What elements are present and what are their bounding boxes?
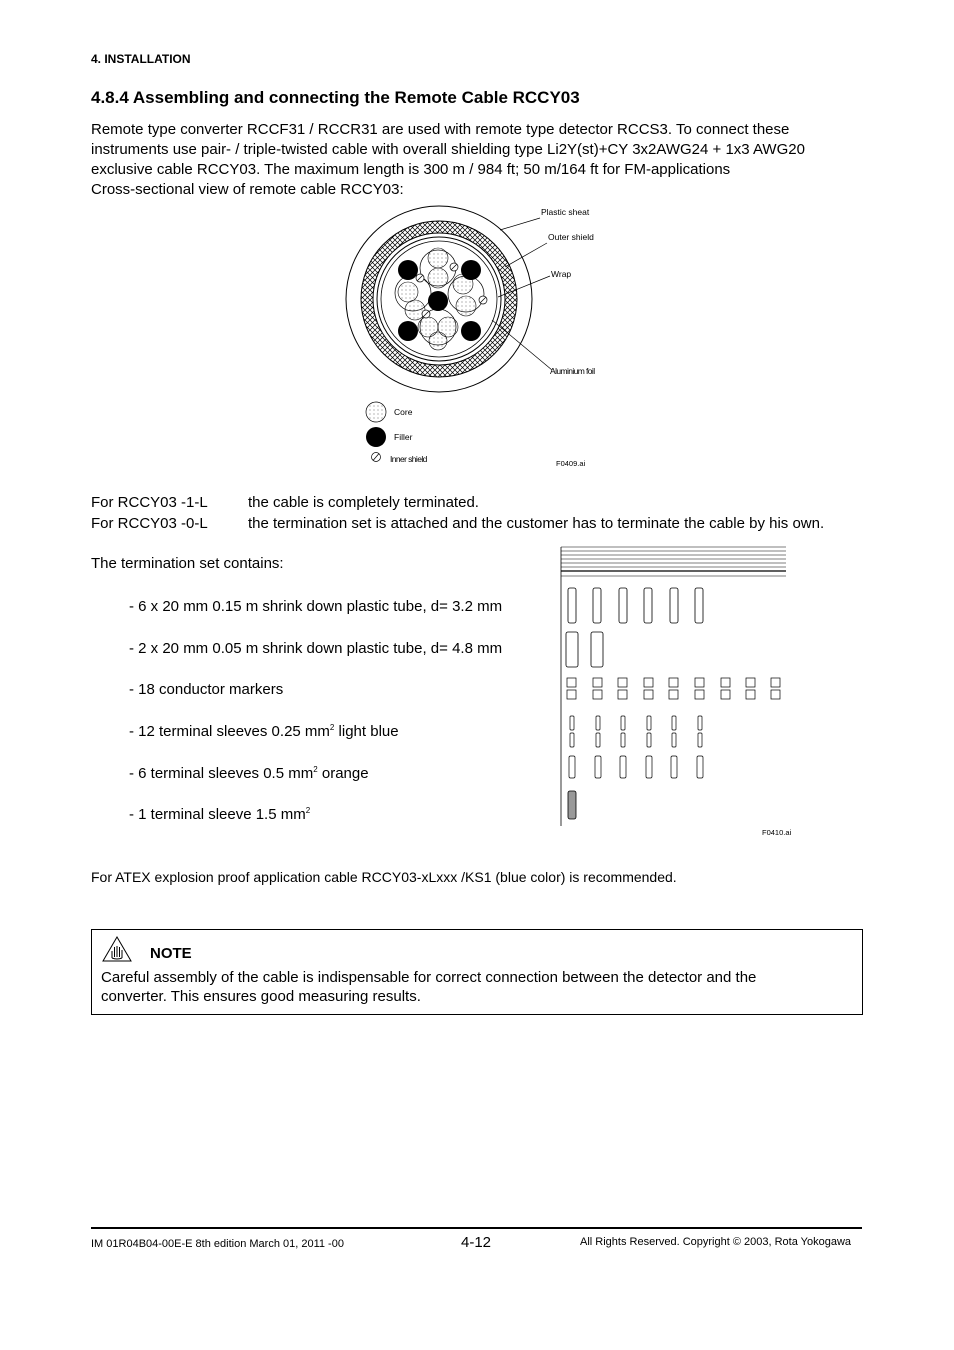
cable-drawing [346, 206, 552, 392]
note-text [101, 968, 851, 1006]
note-line: converter. This ensures good measuring results. [101, 988, 421, 1005]
note-box [91, 929, 863, 1015]
note-line: Careful assembly of the cable is indispensable for correct connection between the detector and the [101, 969, 757, 986]
caution-hand-icon [102, 936, 132, 962]
atex-note: For ATEX explosion proof application cable RCCY03-xLxxx /KS1 (blue color) is recommended. [91, 869, 677, 885]
intro-paragraph [91, 120, 871, 200]
label-aluminium-foil: Aluminium foil [550, 366, 595, 376]
termination-item: - 12 terminal sleeves 0.25 $mm^2$ light blue [129, 723, 399, 740]
label-wrap: Wrap [551, 269, 572, 279]
legend-core-symbol [366, 402, 386, 422]
thick-shrink-tubes [566, 632, 603, 667]
termination-item: - 1 terminal sleeve 1.5 $mm^2$ [129, 806, 311, 823]
variant-code: For RCCY03 -1-L [91, 494, 208, 511]
intro-line: exclusive cable RCCY03. The maximum length is 300 m / 984 ft; 50 m/164 ft for FM-applications [91, 161, 731, 178]
label-plastic-sheat: Plastic sheat [541, 207, 590, 217]
footer-copyright: All Rights Reserved. Copyright © 2003, Rota Yokogawa [580, 1236, 852, 1248]
variant-row [91, 515, 871, 535]
termination-item: - 2 x 20 mm 0.05 m shrink down plastic tube, d= 4.8 mm [129, 640, 503, 657]
thin-shrink-tubes [568, 588, 703, 623]
intro-line: Remote type converter RCCF31 / RCCR31 are used with remote type detector RCCS3. To connect these [91, 121, 790, 138]
sleeve-1-5 [568, 791, 576, 819]
section-header: 4. INSTALLATION [91, 52, 191, 66]
legend-inner-shield-label: Inner shield [390, 454, 427, 464]
variant-code: For RCCY03 -0-L [91, 515, 208, 532]
legend-filler-symbol [366, 427, 386, 447]
footer-divider [91, 1227, 862, 1229]
sleeves-light-blue [570, 716, 702, 747]
label-outer-shield: Outer shield [548, 232, 594, 242]
page-number: 4-12 [461, 1234, 492, 1251]
variant-description: the cable is completely terminated. [248, 494, 479, 511]
termination-item: - 6 terminal sleeves 0.5 $mm^2$ orange [129, 765, 369, 782]
termination-item: - 6 x 20 mm 0.15 m shrink down plastic tube, d= 3.2 mm [129, 598, 503, 615]
cable-figure-id: F0409.ai [556, 459, 586, 468]
intro-line: Cross-sectional view of remote cable RCCY03: [91, 181, 404, 198]
termination-figure-id: F0410.ai [762, 828, 792, 837]
variant-row [91, 494, 871, 514]
variant-description: the termination set is attached and the customer has to terminate the cable by his own. [248, 515, 825, 532]
legend-core-label: Core [394, 407, 413, 417]
termination-title: The termination set contains: [91, 555, 284, 572]
termination-item: - 18 conductor markers [129, 681, 284, 698]
sleeves-orange [569, 756, 703, 778]
cable-cross-section-figure [340, 200, 630, 475]
legend-filler-label: Filler [394, 432, 413, 442]
conductor-markers [567, 678, 780, 699]
section-heading: 4.8.4 Assembling and connecting the Remote Cable RCCY03 [91, 88, 580, 107]
footer-document-id: IM 01R04B04-00E-E 8th edition March 01, 2011 -00 [91, 1238, 344, 1250]
note-title: NOTE [150, 945, 192, 962]
termination-set-figure [558, 543, 798, 839]
intro-line: instruments use pair- / triple-twisted cable with overall shielding type Li2Y(st)+CY 3x2AWG24 + 1x3 AWG20 [91, 141, 805, 158]
legend-inner-shield-symbol [372, 453, 381, 462]
